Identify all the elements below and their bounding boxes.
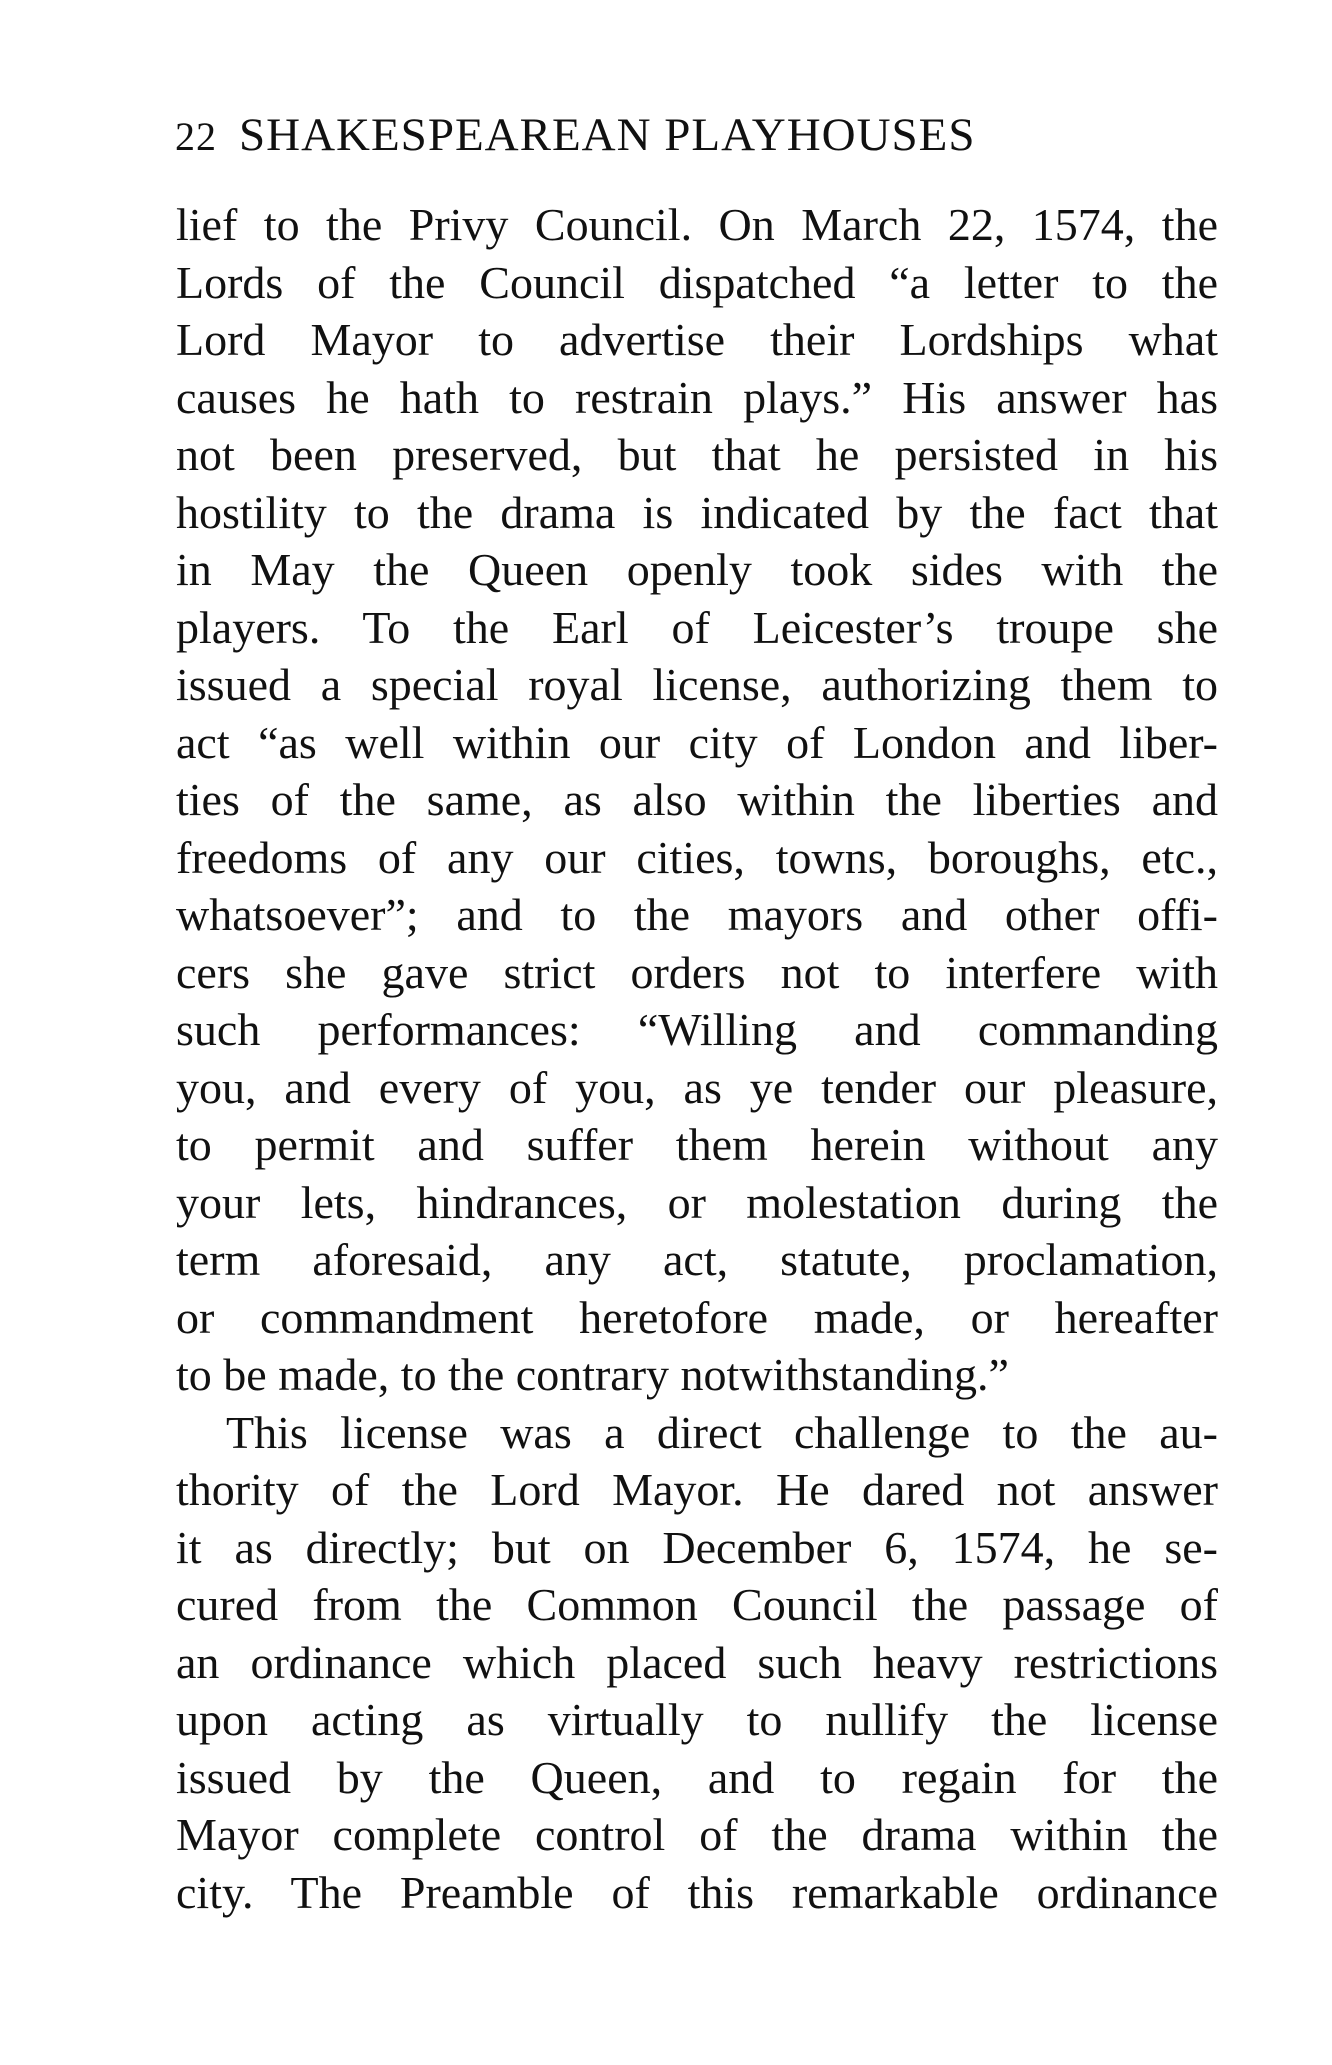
paragraph-1	[176, 196, 1218, 1404]
running-title: SHAKESPEAREAN PLAYHOUSES	[239, 109, 976, 161]
text-line: or commandment heretofore made, or hereafter	[176, 1291, 1218, 1343]
text-line: ties of the same, as also within the liberties and	[176, 774, 1218, 825]
text-line: city. The Preamble of this remarkable ordinance	[176, 1866, 1218, 1918]
paragraph-2	[176, 1404, 1218, 1922]
text-line: freedoms of any our cities, towns, boroughs, etc.,	[176, 831, 1218, 883]
text-line: causes he hath to restrain plays.” His answer has	[176, 371, 1218, 423]
running-head	[175, 100, 1225, 170]
text-line: thority of the Lord Mayor. He dared not answer	[176, 1464, 1218, 1515]
text-line: act “as well within our city of London and liber-	[176, 716, 1218, 768]
text-line: upon acting as virtually to nullify the license	[176, 1694, 1218, 1745]
text-line: term aforesaid, any act, statute, proclamation,	[176, 1234, 1218, 1285]
text-line: players. To the Earl of Leicester’s troupe she	[176, 601, 1218, 653]
text-line: Lord Mayor to advertise their Lordships what	[176, 314, 1218, 365]
text-line: it as directly; but on December 6, 1574, he se-	[176, 1521, 1218, 1573]
text-line: to be made, to the contrary notwithstanding.”	[176, 1349, 1009, 1400]
text-line: your lets, hindrances, or molestation during the	[176, 1176, 1218, 1228]
text-line: such performances: “Willing and commanding	[176, 1004, 1218, 1055]
text-line: issued by the Queen, and to regain for the	[176, 1751, 1218, 1803]
text-line: to permit and suffer them herein without any	[176, 1119, 1218, 1170]
text-line: cers she gave strict orders not to interfere with	[176, 946, 1218, 998]
text-line: you, and every of you, as ye tender our pleasure,	[176, 1061, 1218, 1113]
text-line: hostility to the drama is indicated by the fact that	[176, 486, 1218, 538]
text-line: lief to the Privy Council. On March 22, 1574, the	[176, 199, 1218, 250]
text-line: Mayor complete control of the drama within the	[176, 1809, 1218, 1860]
text-line: cured from the Common Council the passage of	[176, 1579, 1218, 1630]
text-line: an ordinance which placed such heavy restrictions	[176, 1636, 1218, 1688]
page-number: 22	[175, 114, 217, 159]
body-text	[176, 196, 1218, 1921]
text-line: Lords of the Council dispatched “a letter to the	[176, 256, 1218, 308]
text-line: not been preserved, but that he persisted in his	[176, 429, 1218, 480]
text-line: whatsoever”; and to the mayors and other offi-	[176, 889, 1218, 940]
text-line: This license was a direct challenge to the au-	[226, 1406, 1218, 1458]
text-line: in May the Queen openly took sides with the	[176, 544, 1218, 595]
text-line: issued a special royal license, authorizing them to	[176, 659, 1218, 710]
